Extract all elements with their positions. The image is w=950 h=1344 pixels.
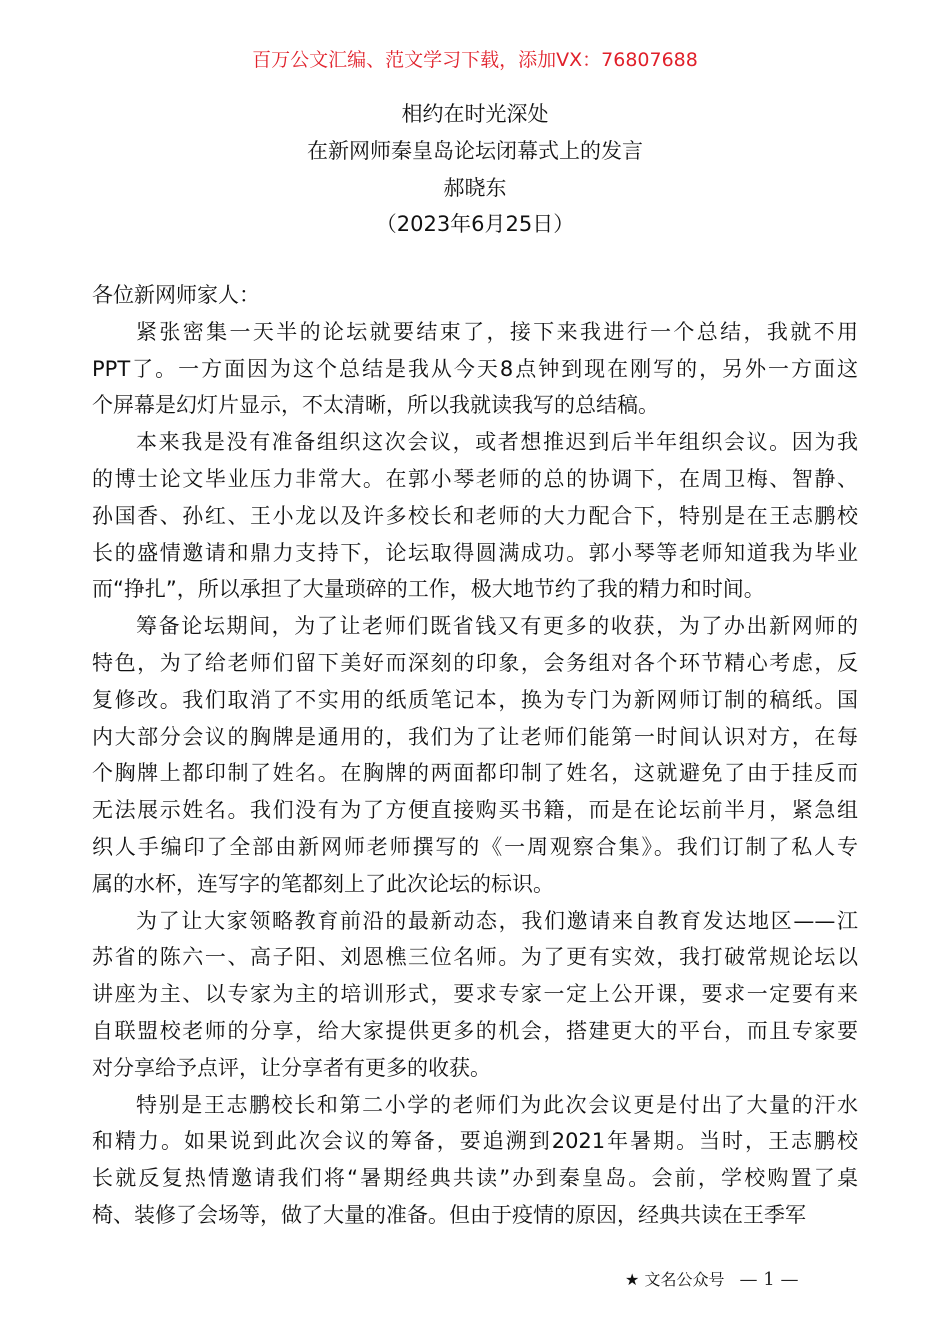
paragraph-line: 属的水杯，连写字的笔都刻上了此次论坛的标识。 (92, 871, 554, 896)
paragraph-line: 紧张密集一天半的论坛就要结束了，接下来我进行一个总结，我就不用 (136, 319, 858, 344)
paragraph-line: 椅、装修了会场等，做了大量的准备。但由于疫情的原因，经典共读在王季军 (92, 1202, 806, 1227)
paragraph-line: 和精力。如果说到此次会议的筹备，要追溯到2021年暑期。当时，王志鹏校 (92, 1129, 858, 1154)
paragraph-line: 讲座为主、以专家为主的培训形式，要求专家一定上公开课，要求一定要有来 (92, 982, 858, 1007)
paragraph (92, 1087, 858, 1234)
author-name: 郝晓东 (443, 175, 507, 200)
paragraph-line: 自联盟校老师的分享，给大家提供更多的机会，搭建更大的平台，而且专家要 (92, 1018, 858, 1043)
page-number: — 1 — (739, 1269, 799, 1290)
paragraph-line: 为了让大家领略教育前沿的最新动态，我们邀请来自教育发达地区——江 (136, 908, 858, 933)
document-subtitle: 在新网师秦皇岛论坛闭幕式上的发言 (307, 138, 643, 163)
paragraph (92, 608, 858, 902)
paragraph-line: 苏省的陈六一、高子阳、刘恩樵三位名师。为了更有实效，我打破常规论坛以 (92, 945, 858, 970)
paragraph (92, 424, 858, 608)
paragraph-line: 个屏幕是幻灯片显示，不太清晰，所以我就读我写的总结稿。 (92, 393, 659, 418)
paragraph-line: 内大部分会议的胸牌是通用的，我们为了让老师们能第一时间认识对方，在每 (92, 724, 858, 749)
paragraph-line: 个胸牌上都印制了姓名。在胸牌的两面都印制了姓名，这就避免了由于挂反而 (92, 761, 858, 786)
paragraph-line: 无法展示姓名。我们没有为了方便直接购买书籍，而是在论坛前半月，紧急组 (92, 798, 858, 823)
paragraph-line: PPT了。一方面因为这个总结是我从今天8点钟到现在刚写的，另外一方面这 (92, 356, 858, 381)
paragraph-line: 对分享给予点评，让分享者有更多的收获。 (92, 1055, 491, 1080)
page-footer (625, 1266, 798, 1294)
paragraph-line: 而“挣扎”，所以承担了大量琐碎的工作，极大地节约了我的精力和时间。 (92, 577, 765, 602)
paragraph-line: 特别是王志鹏校长和第二小学的老师们为此次会议更是付出了大量的汗水 (136, 1092, 858, 1117)
salutation: 各位新网师家人： (92, 283, 260, 307)
paragraph-line: 特色，为了给老师们留下美好而深刻的印象，会务组对各个环节精心考虑，反 (92, 650, 858, 675)
paragraph-line: 长的盛情邀请和鼎力支持下，论坛取得圆满成功。郭小琴等老师知道我为毕业 (92, 540, 858, 565)
paragraph-line: 复修改。我们取消了不实用的纸质笔记本，换为专门为新网师订制的稿纸。国 (92, 687, 858, 712)
star-icon: ★ (625, 1270, 640, 1289)
paragraph (92, 903, 858, 1087)
paragraph (92, 314, 858, 424)
paragraph-line: 筹备论坛期间，为了让老师们既省钱又有更多的收获，为了办出新网师的 (136, 614, 858, 639)
document-body (92, 277, 858, 1234)
document-title: 相约在时光深处 (401, 102, 549, 126)
paragraph-line: 孙国香、孙红、王小龙以及许多校长和老师的大力配合下，特别是在王志鹏校 (92, 503, 858, 528)
document-date: （2023年6月25日） (375, 212, 575, 237)
paragraph-line: 的博士论文毕业压力非常大。在郭小琴老师的总的协调下，在周卫梅、智静、 (92, 466, 858, 491)
paragraph-line: 本来我是没有准备组织这次会议，或者想推迟到后半年组织会议。因为我 (136, 430, 858, 455)
title-block (0, 96, 950, 243)
footer-label: 文名公众号 (644, 1270, 725, 1289)
paragraph-line: 长就反复热情邀请我们将“暑期经典共读”办到秦皇岛。会前，学校购置了桌 (92, 1166, 858, 1191)
watermark-banner: 百万公文汇编、范文学习下载，添加VX：76807688 (252, 49, 698, 71)
paragraph-line: 织人手编印了全部由新网师老师撰写的《一周观察合集》。我们订制了私人专 (92, 834, 858, 859)
